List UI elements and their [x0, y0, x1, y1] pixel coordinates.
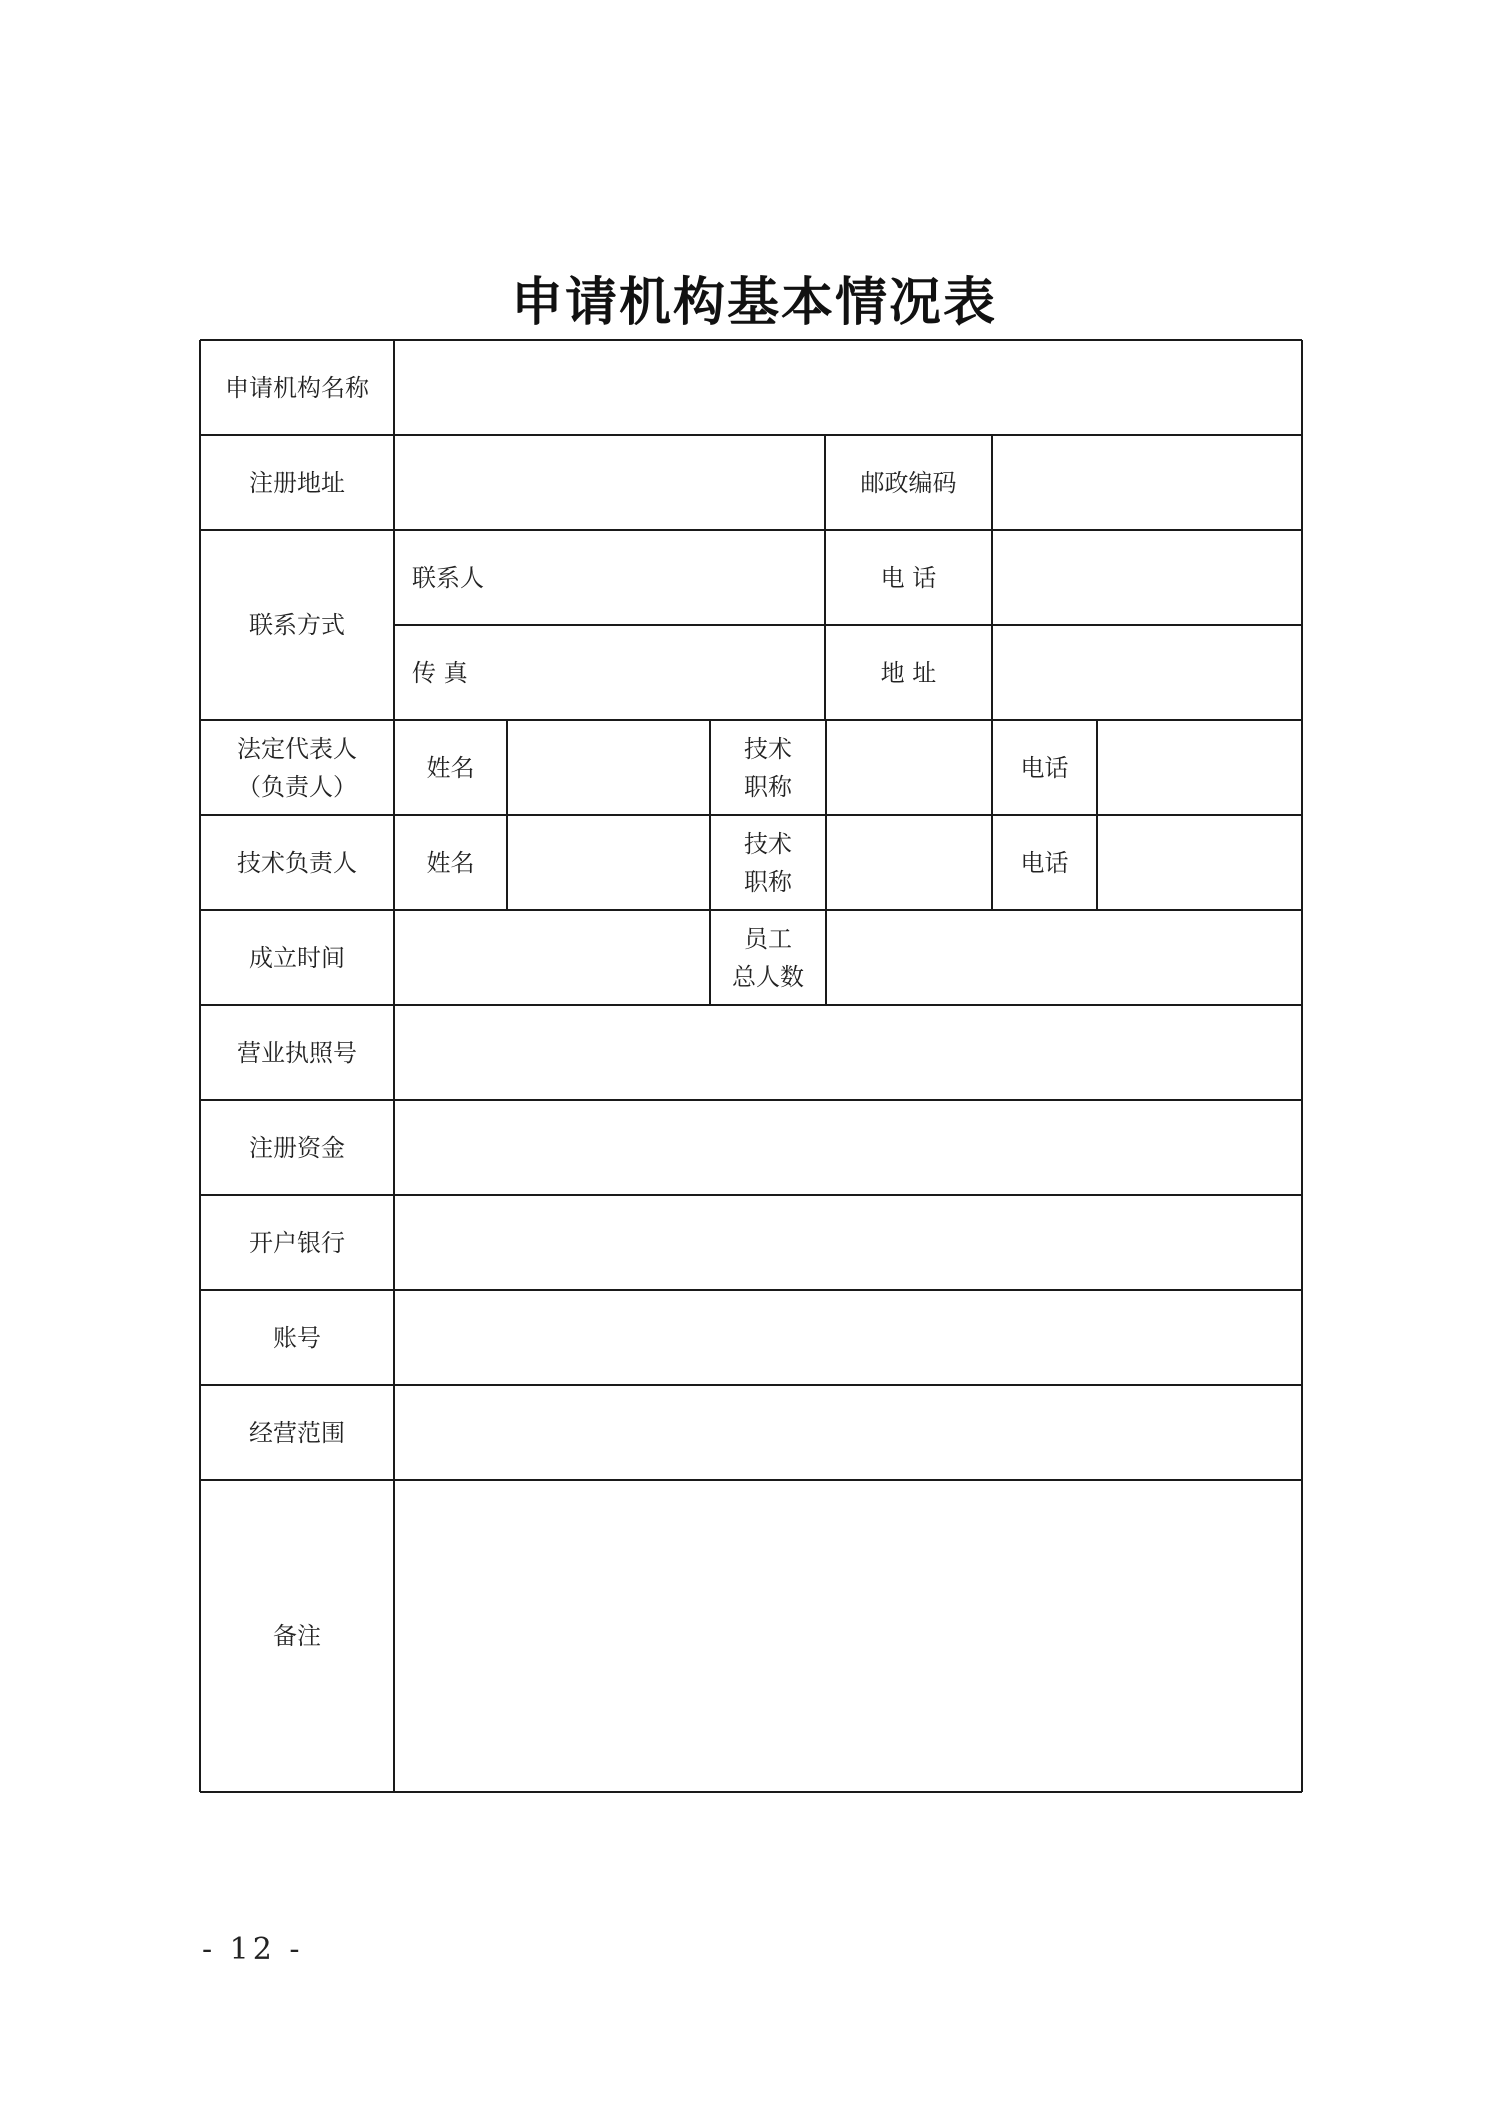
employees-label: [710, 910, 826, 1005]
legal-rep-label: [200, 720, 394, 815]
bank-field[interactable]: [394, 1195, 1302, 1290]
tech-lead-name-field[interactable]: [507, 815, 710, 910]
contact-address-label: 地 址: [880, 658, 937, 687]
tech-lead-phone-field[interactable]: [1097, 815, 1302, 910]
postal-code-field[interactable]: [992, 435, 1302, 530]
business-license-label: 营业执照号: [237, 1038, 357, 1067]
remarks-label: 备注: [273, 1622, 321, 1650]
tech-lead-tech-title-line1: 技术: [744, 829, 792, 858]
contact-phone-label: 电 话: [880, 563, 937, 592]
legal-rep-name-field[interactable]: [507, 720, 710, 815]
tech-lead-name-label: 姓名: [426, 848, 475, 877]
org-name-label: 申请机构名称: [225, 373, 369, 402]
legal-rep-phone-label: 电话: [1020, 753, 1069, 782]
employees-field[interactable]: [826, 910, 1302, 1005]
employees-label-line2: 总人数: [732, 962, 804, 991]
business-scope-label: 经营范围: [249, 1418, 345, 1447]
fax-label: 传 真: [412, 658, 468, 687]
page-number: - 12 -: [202, 1932, 304, 1967]
tech-lead-phone-label: 电话: [1020, 848, 1069, 877]
legal-rep-tech-title-field[interactable]: [826, 720, 992, 815]
tech-lead-tech-title-field[interactable]: [826, 815, 992, 910]
legal-rep-label-line2: （负责人）: [237, 772, 357, 801]
legal-rep-tech-title-line2: 职称: [744, 772, 792, 801]
reg-address-field[interactable]: [394, 435, 825, 530]
business-license-field[interactable]: [394, 1005, 1302, 1100]
legal-rep-tech-title-label: [710, 720, 826, 815]
legal-rep-name-label: 姓名: [426, 753, 475, 782]
tech-lead-tech-title-line2: 职称: [744, 867, 792, 896]
bank-label: 开户银行: [249, 1228, 345, 1257]
established-field[interactable]: [394, 910, 710, 1005]
employees-label-line1: 员工: [744, 924, 792, 953]
contact-method-label: 联系方式: [249, 611, 345, 639]
established-label: 成立时间: [249, 943, 345, 972]
reg-address-label: 注册地址: [249, 468, 345, 497]
postal-code-label: 邮政编码: [860, 468, 957, 497]
tech-lead-label: 技术负责人: [237, 848, 357, 877]
contact-phone-field[interactable]: [992, 530, 1302, 625]
org-name-field[interactable]: [394, 340, 1302, 435]
legal-rep-label-line1: 法定代表人: [237, 734, 357, 763]
remarks-field[interactable]: [394, 1480, 1302, 1792]
contact-address-field[interactable]: [992, 625, 1302, 720]
legal-rep-phone-field[interactable]: [1097, 720, 1302, 815]
reg-capital-label: 注册资金: [249, 1133, 345, 1162]
account-field[interactable]: [394, 1290, 1302, 1385]
reg-capital-field[interactable]: [394, 1100, 1302, 1195]
account-label: 账号: [273, 1323, 321, 1352]
contact-person-label: 联系人: [412, 563, 484, 592]
page-title: 申请机构基本情况表: [510, 272, 997, 333]
business-scope-field[interactable]: [394, 1385, 1302, 1480]
legal-rep-tech-title-line1: 技术: [744, 734, 792, 763]
tech-lead-tech-title-label: [710, 815, 826, 910]
